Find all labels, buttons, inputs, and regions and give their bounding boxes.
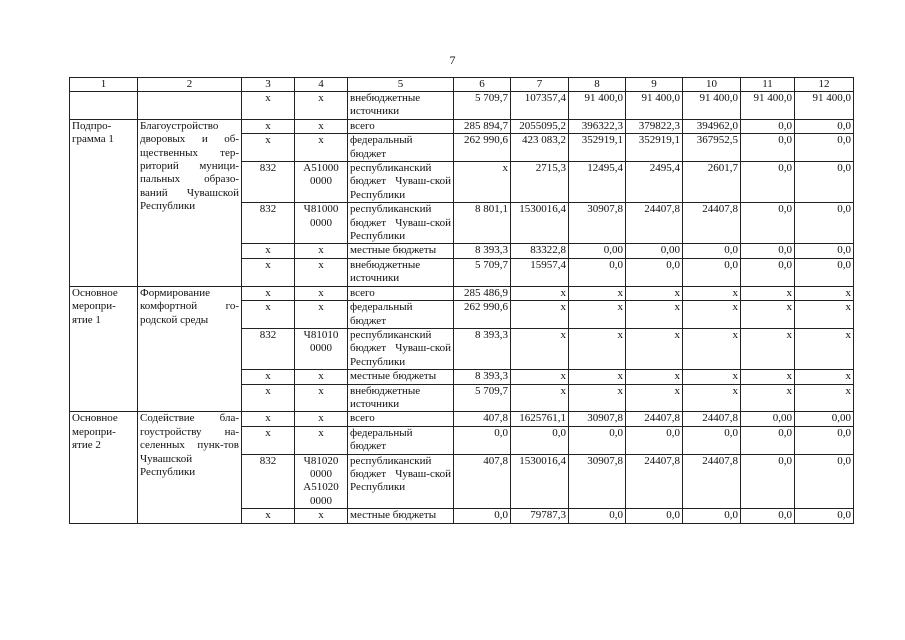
- value-cell: 0,0: [741, 426, 795, 454]
- value-cell: 12495,4: [569, 162, 626, 203]
- source-cell: республиканский бюджет Чуваш-ской Республики: [348, 454, 454, 509]
- value-cell: 8 393,3: [454, 244, 511, 258]
- header-cell: 5: [348, 78, 454, 92]
- value-cell: 24407,8: [626, 454, 683, 509]
- value-cell: 1530016,4: [511, 203, 569, 244]
- code-cell: x: [242, 258, 295, 286]
- value-cell: x: [626, 384, 683, 412]
- value-cell: 0,0: [795, 426, 854, 454]
- value-cell: 285 894,7: [454, 119, 511, 133]
- value-cell: 0,0: [569, 426, 626, 454]
- source-cell: всего: [348, 286, 454, 300]
- value-cell: 0,0: [683, 509, 741, 523]
- value-cell: 91 400,0: [741, 92, 795, 120]
- value-cell: x: [569, 370, 626, 384]
- measure-label: Основное меропри-ятие 2: [70, 412, 138, 523]
- value-cell: 379822,3: [626, 119, 683, 133]
- source-cell: федеральный бюджет: [348, 426, 454, 454]
- value-cell: 0,0: [795, 162, 854, 203]
- kbk-line: Ч81020: [303, 454, 339, 467]
- value-cell: 24407,8: [626, 412, 683, 426]
- source-cell: местные бюджеты: [348, 509, 454, 523]
- source-cell: местные бюджеты: [348, 370, 454, 384]
- value-cell: 91 400,0: [795, 92, 854, 120]
- value-cell: x: [626, 370, 683, 384]
- budget-table: [69, 77, 854, 524]
- value-cell: 0,0: [741, 162, 795, 203]
- value-cell: 0,0: [795, 258, 854, 286]
- kbk-cell: x: [295, 301, 348, 329]
- code-cell: x: [242, 370, 295, 384]
- value-cell: 0,0: [626, 426, 683, 454]
- value-cell: 0,0: [741, 454, 795, 509]
- value-cell: x: [795, 384, 854, 412]
- value-cell: x: [741, 328, 795, 369]
- page-number: 7: [449, 53, 456, 67]
- code-cell: x: [242, 412, 295, 426]
- kbk-line: Ч81000: [303, 203, 339, 216]
- code-cell: 832: [242, 162, 295, 203]
- table-row: [70, 286, 854, 300]
- kbk-line: 0000: [310, 175, 332, 188]
- header-cell: 2: [138, 78, 242, 92]
- kbk-line: А51000: [303, 162, 339, 175]
- code-cell: 832: [242, 454, 295, 509]
- value-cell: 0,0: [741, 509, 795, 523]
- value-cell: 83322,8: [511, 244, 569, 258]
- value-cell: x: [626, 301, 683, 329]
- value-cell: 30907,8: [569, 203, 626, 244]
- kbk-cell: x: [295, 258, 348, 286]
- value-cell: 24407,8: [683, 412, 741, 426]
- value-cell: 0,0: [795, 134, 854, 162]
- value-cell: 0,0: [795, 509, 854, 523]
- code-cell: x: [242, 384, 295, 412]
- value-cell: 79787,3: [511, 509, 569, 523]
- value-cell: 24407,8: [683, 203, 741, 244]
- value-cell: 1625761,1: [511, 412, 569, 426]
- value-cell: 367952,5: [683, 134, 741, 162]
- value-cell: x: [795, 370, 854, 384]
- value-cell: x: [741, 301, 795, 329]
- kbk-cell: [295, 454, 348, 509]
- header-cell: 11: [741, 78, 795, 92]
- value-cell: 0,00: [741, 412, 795, 426]
- source-cell: всего: [348, 119, 454, 133]
- value-cell: 0,0: [741, 258, 795, 286]
- header-cell: 8: [569, 78, 626, 92]
- code-cell: 832: [242, 328, 295, 369]
- source-cell: всего: [348, 412, 454, 426]
- value-cell: x: [741, 370, 795, 384]
- kbk-cell: [295, 328, 348, 369]
- value-cell: 0,0: [569, 258, 626, 286]
- code-cell: x: [242, 134, 295, 162]
- value-cell: x: [454, 162, 511, 203]
- value-cell: 8 801,1: [454, 203, 511, 244]
- value-cell: 5 709,7: [454, 258, 511, 286]
- value-cell: 0,0: [683, 244, 741, 258]
- value-cell: x: [569, 301, 626, 329]
- table-row: [70, 412, 854, 426]
- value-cell: 0,0: [511, 426, 569, 454]
- code-cell: x: [242, 244, 295, 258]
- value-cell: x: [511, 328, 569, 369]
- value-cell: 352919,1: [626, 134, 683, 162]
- value-cell: 396322,3: [569, 119, 626, 133]
- kbk-cell: x: [295, 384, 348, 412]
- kbk-cell: x: [295, 286, 348, 300]
- source-cell: республиканский бюджет Чуваш-ской Республики: [348, 328, 454, 369]
- header-cell: 9: [626, 78, 683, 92]
- kbk-line: 0000: [310, 494, 332, 507]
- value-cell: 0,0: [795, 244, 854, 258]
- program-name-cell: [138, 92, 242, 120]
- value-cell: 0,0: [795, 119, 854, 133]
- kbk-line: А51020: [303, 481, 339, 494]
- value-cell: 0,0: [626, 509, 683, 523]
- value-cell: x: [569, 384, 626, 412]
- value-cell: 107357,4: [511, 92, 569, 120]
- code-cell: x: [242, 92, 295, 120]
- header-cell: 10: [683, 78, 741, 92]
- value-cell: x: [683, 286, 741, 300]
- value-cell: 30907,8: [569, 454, 626, 509]
- value-cell: 2601,7: [683, 162, 741, 203]
- code-cell: x: [242, 286, 295, 300]
- source-cell: внебюджетные источники: [348, 92, 454, 120]
- value-cell: 5 709,7: [454, 384, 511, 412]
- value-cell: x: [511, 370, 569, 384]
- value-cell: 0,0: [741, 203, 795, 244]
- value-cell: 0,0: [741, 134, 795, 162]
- value-cell: x: [683, 301, 741, 329]
- kbk-cell: x: [295, 119, 348, 133]
- code-cell: x: [242, 426, 295, 454]
- kbk-line: 0000: [310, 342, 332, 355]
- value-cell: 394962,0: [683, 119, 741, 133]
- value-cell: 15957,4: [511, 258, 569, 286]
- value-cell: 0,0: [683, 258, 741, 286]
- kbk-line: 0000: [310, 467, 332, 480]
- source-cell: местные бюджеты: [348, 244, 454, 258]
- value-cell: x: [795, 328, 854, 369]
- code-cell: x: [242, 119, 295, 133]
- source-cell: республиканский бюджет Чуваш-ской Республики: [348, 162, 454, 203]
- value-cell: 407,8: [454, 412, 511, 426]
- kbk-cell: x: [295, 92, 348, 120]
- value-cell: 262 990,6: [454, 134, 511, 162]
- value-cell: 8 393,3: [454, 370, 511, 384]
- value-cell: 30907,8: [569, 412, 626, 426]
- measure-label: Основное меропри-ятие 1: [70, 286, 138, 412]
- value-cell: 0,00: [626, 244, 683, 258]
- source-cell: внебюджетные источники: [348, 384, 454, 412]
- subprogram-label: Подпро-грамма 1: [70, 119, 138, 286]
- value-cell: 2495,4: [626, 162, 683, 203]
- program-cell: [70, 92, 138, 120]
- kbk-line: 0000: [310, 216, 332, 229]
- value-cell: x: [511, 286, 569, 300]
- value-cell: 0,0: [683, 426, 741, 454]
- value-cell: x: [683, 328, 741, 369]
- kbk-cell: [295, 162, 348, 203]
- value-cell: x: [683, 370, 741, 384]
- value-cell: x: [741, 286, 795, 300]
- value-cell: 5 709,7: [454, 92, 511, 120]
- kbk-cell: x: [295, 244, 348, 258]
- value-cell: 407,8: [454, 454, 511, 509]
- header-cell: 7: [511, 78, 569, 92]
- value-cell: 24407,8: [626, 203, 683, 244]
- value-cell: 0,0: [741, 244, 795, 258]
- value-cell: x: [569, 286, 626, 300]
- table-row: [70, 92, 854, 120]
- source-cell: федеральный бюджет: [348, 301, 454, 329]
- value-cell: 24407,8: [683, 454, 741, 509]
- value-cell: 352919,1: [569, 134, 626, 162]
- header-row: [70, 78, 854, 92]
- value-cell: 2055095,2: [511, 119, 569, 133]
- value-cell: 0,0: [795, 203, 854, 244]
- value-cell: 0,0: [626, 258, 683, 286]
- header-cell: 3: [242, 78, 295, 92]
- kbk-cell: x: [295, 509, 348, 523]
- table-row: [70, 119, 854, 133]
- value-cell: 0,0: [454, 426, 511, 454]
- value-cell: 262 990,6: [454, 301, 511, 329]
- header-cell: 6: [454, 78, 511, 92]
- value-cell: x: [511, 301, 569, 329]
- header-cell: 4: [295, 78, 348, 92]
- value-cell: 8 393,3: [454, 328, 511, 369]
- value-cell: x: [626, 286, 683, 300]
- source-cell: внебюджетные источники: [348, 258, 454, 286]
- source-cell: федеральный бюджет: [348, 134, 454, 162]
- value-cell: 0,0: [569, 509, 626, 523]
- value-cell: x: [795, 286, 854, 300]
- value-cell: 91 400,0: [569, 92, 626, 120]
- kbk-cell: x: [295, 134, 348, 162]
- code-cell: x: [242, 509, 295, 523]
- value-cell: x: [511, 384, 569, 412]
- value-cell: 0,0: [795, 454, 854, 509]
- kbk-line: Ч81010: [303, 328, 339, 341]
- value-cell: 0,00: [795, 412, 854, 426]
- kbk-cell: x: [295, 426, 348, 454]
- value-cell: 0,00: [569, 244, 626, 258]
- value-cell: 0,0: [741, 119, 795, 133]
- value-cell: 1530016,4: [511, 454, 569, 509]
- value-cell: x: [569, 328, 626, 369]
- measure-name: Формирование комфортной го-родской среды: [138, 286, 242, 412]
- source-cell: республиканский бюджет Чуваш-ской Республики: [348, 203, 454, 244]
- header-cell: 12: [795, 78, 854, 92]
- header-cell: 1: [70, 78, 138, 92]
- value-cell: 91 400,0: [626, 92, 683, 120]
- kbk-cell: [295, 203, 348, 244]
- kbk-cell: x: [295, 370, 348, 384]
- value-cell: x: [683, 384, 741, 412]
- code-cell: x: [242, 301, 295, 329]
- value-cell: x: [741, 384, 795, 412]
- code-cell: 832: [242, 203, 295, 244]
- value-cell: x: [626, 328, 683, 369]
- subprogram-name: Благоустройство дворовых и об-щественных тер-риторий муници-пальных образо-ваний Чувашской Республики: [138, 119, 242, 286]
- measure-name: Содействие бла-гоустройству на-селенных пунк-тов Чувашской Республики: [138, 412, 242, 523]
- value-cell: 0,0: [454, 509, 511, 523]
- value-cell: 91 400,0: [683, 92, 741, 120]
- kbk-cell: x: [295, 412, 348, 426]
- value-cell: x: [795, 301, 854, 329]
- value-cell: 2715,3: [511, 162, 569, 203]
- value-cell: 285 486,9: [454, 286, 511, 300]
- value-cell: 423 083,2: [511, 134, 569, 162]
